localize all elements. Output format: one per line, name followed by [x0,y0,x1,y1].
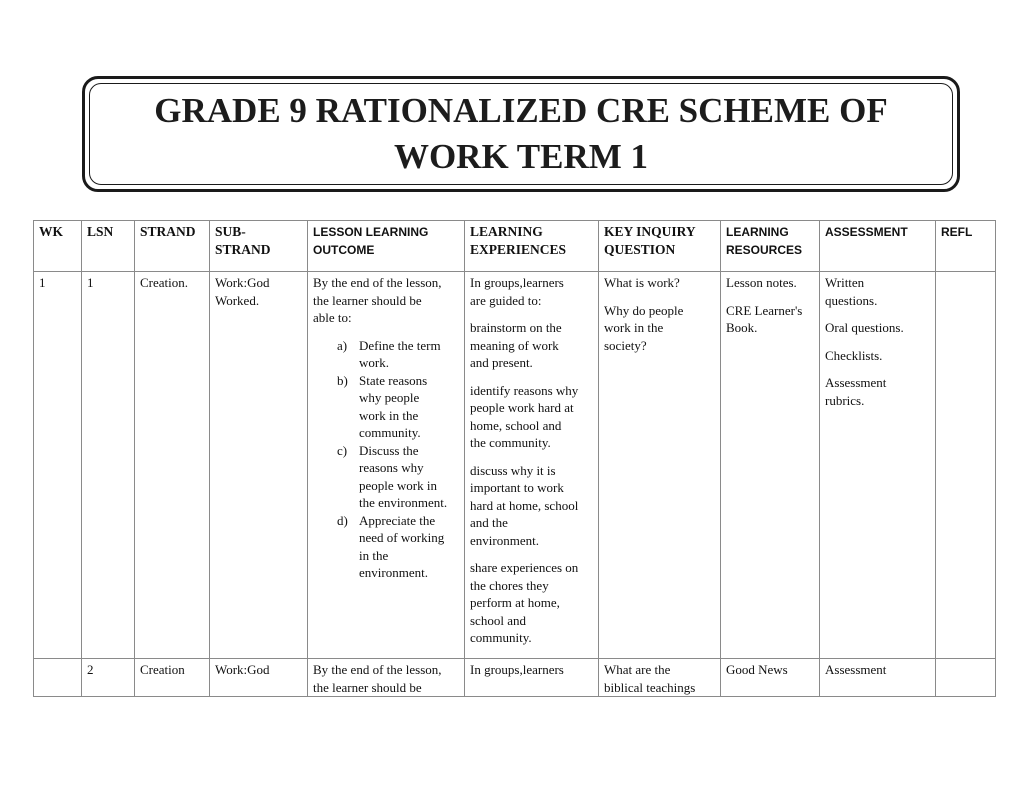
table-row [34,272,996,659]
cell-experiences [465,272,599,659]
cell-substrand: Work:God Worked. [210,272,308,659]
header-row [34,221,996,272]
cell-resources [721,272,820,659]
header-refl: REFL [936,221,996,272]
cell-assessment [820,272,936,659]
header-outcome: LESSON LEARNING OUTCOME [308,221,465,272]
question-item: Why do people work in the society? [604,302,684,353]
cell-resources: Good News [721,659,820,697]
document-title [89,83,953,185]
title-line-1: GRADE 9 RATIONALIZED CRE SCHEME OF [154,91,888,130]
header-substrand: SUB- STRAND [210,221,308,272]
assessment-item: Assessment rubrics. [825,375,887,408]
title-line-2: WORK TERM 1 [393,137,649,176]
cell-key-question [599,272,721,659]
experience-item: identify reasons why people work hard at home, school and the community. [470,382,579,450]
assessment-item: Checklists. [825,347,883,363]
assessment-item: Written questions. [825,275,878,308]
header-strand: STRAND [135,221,210,272]
header-lsn: LSN [82,221,135,272]
table-row [34,659,996,697]
cell-substrand: Work:God [210,659,308,697]
header-key-question: KEY INQUIRY QUESTION [599,221,721,272]
cell-wk [34,659,82,697]
header-assessment: ASSESSMENT [820,221,936,272]
cell-lsn: 1 [82,272,135,659]
cell-strand: Creation. [135,272,210,659]
resource-item: CRE Learner's Book. [726,302,803,335]
list-item: c) Discuss the reasons why people work in the environment. [337,442,448,510]
experience-intro: In groups,learners are guided to: [470,275,564,308]
question-item: What is work? [604,275,680,290]
experience-item: share experiences on the chores they perform at home, school and community. [470,560,579,645]
cell-wk: 1 [34,272,82,659]
cell-outcome: By the end of the lesson, the learner should be able to: a) Define the term work. b) State reasons why people work in the community. c) Discuss the reasons why people work in the environment. d) Appreciate the need of working in the environment. [308,272,465,659]
list-item: a) Define the term work. [337,337,441,370]
experience-item: discuss why it is important to work hard at home, school and the environment. [470,462,579,548]
outcome-list [313,337,459,582]
header-experiences: LEARNING EXPERIENCES [465,221,599,272]
experience-item: brainstorm on the meaning of work and present. [470,320,562,370]
title-box [82,76,960,192]
header-wk: WK [34,221,82,272]
cell-refl [936,272,996,659]
resource-item: Lesson notes. [726,275,797,290]
header-resources: LEARNING RESOURCES [721,221,820,272]
list-item: b) State reasons why people work in the community. [337,372,428,440]
cell-assessment: Assessment [820,659,936,697]
cell-strand: Creation [135,659,210,697]
assessment-item: Oral questions. [825,320,904,335]
cell-refl [936,659,996,697]
cell-lsn: 2 [82,659,135,697]
cell-experiences: In groups,learners [465,659,599,697]
list-item: d) Appreciate the need of working in the environment. [337,512,445,580]
cell-key-question: What are the biblical teachings [599,659,721,697]
cell-outcome: By the end of the lesson, the learner should be [308,659,465,697]
scheme-table [33,220,996,697]
